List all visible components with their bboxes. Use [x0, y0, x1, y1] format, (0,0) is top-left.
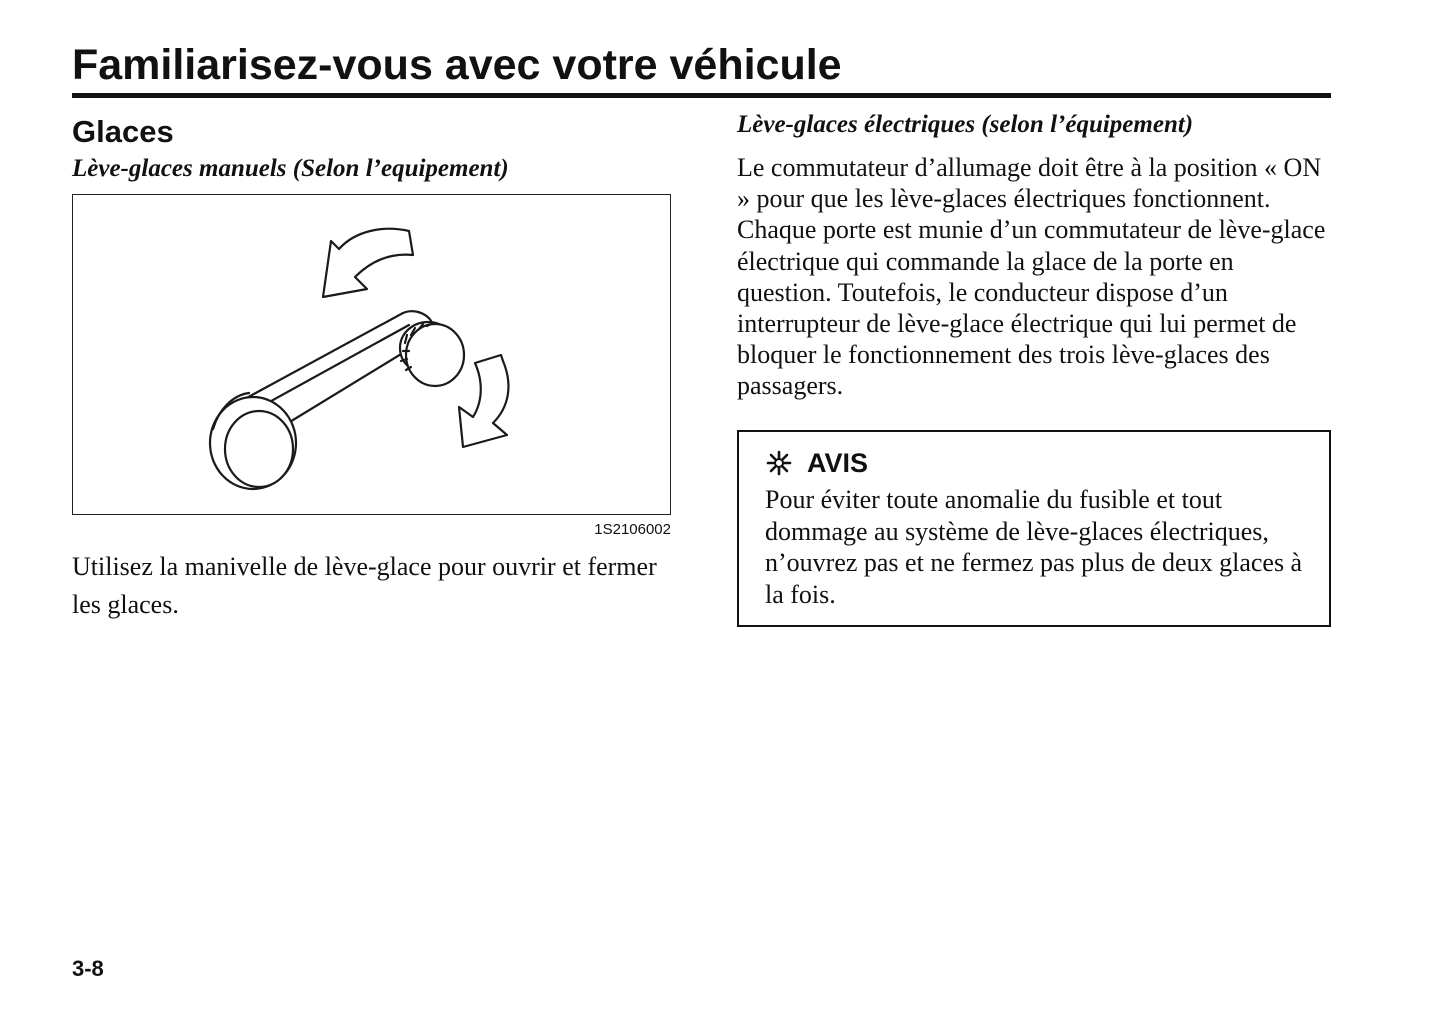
subheading-manual-windows: Lève-glaces manuels (Selon l’equipement): [72, 155, 509, 182]
window-crank-handle-illustration: [73, 195, 672, 516]
left-column: [72, 108, 677, 624]
title-rule: [72, 93, 1331, 98]
notice-header: [765, 446, 1309, 480]
section-heading-glaces: Glaces: [72, 114, 174, 149]
crank-figure: [72, 194, 671, 515]
page-title: Familiarisez-vous avec votre véhicule: [72, 41, 842, 89]
page-number: 3-8: [72, 956, 104, 981]
notice-box: [737, 430, 1331, 627]
figure-code: 1S2106002: [594, 521, 671, 538]
notice-asterisk-icon: [765, 449, 793, 477]
manual-windows-text: Utilisez la manivelle de lève-glace pour ouvrir et fermer les glaces.: [72, 552, 657, 619]
notice-text: Pour éviter toute anomalie du fusible et tout dommage au système de lève-glaces électriques, n’ouvrez pas et ne fermez pas plus de deux glaces à la fois.: [765, 485, 1303, 609]
subheading-power-windows: Lève-glaces électriques (selon l’équipement): [737, 111, 1194, 138]
notice-title: AVIS: [807, 447, 869, 478]
right-column: [737, 108, 1331, 402]
power-windows-text: Le commutateur d’allumage doit être à la position « ON » pour que les lève-glaces électriques fonctionnent. Chaque porte est munie d’un commutateur de lève-glace électrique qui commande la glace de la porte en question. Toutefois, le conducteur dispose d’un interrupteur de lève-glace électrique qui lui permet de bloquer le fonctionnement des trois lève-glaces des passagers.: [737, 153, 1326, 401]
